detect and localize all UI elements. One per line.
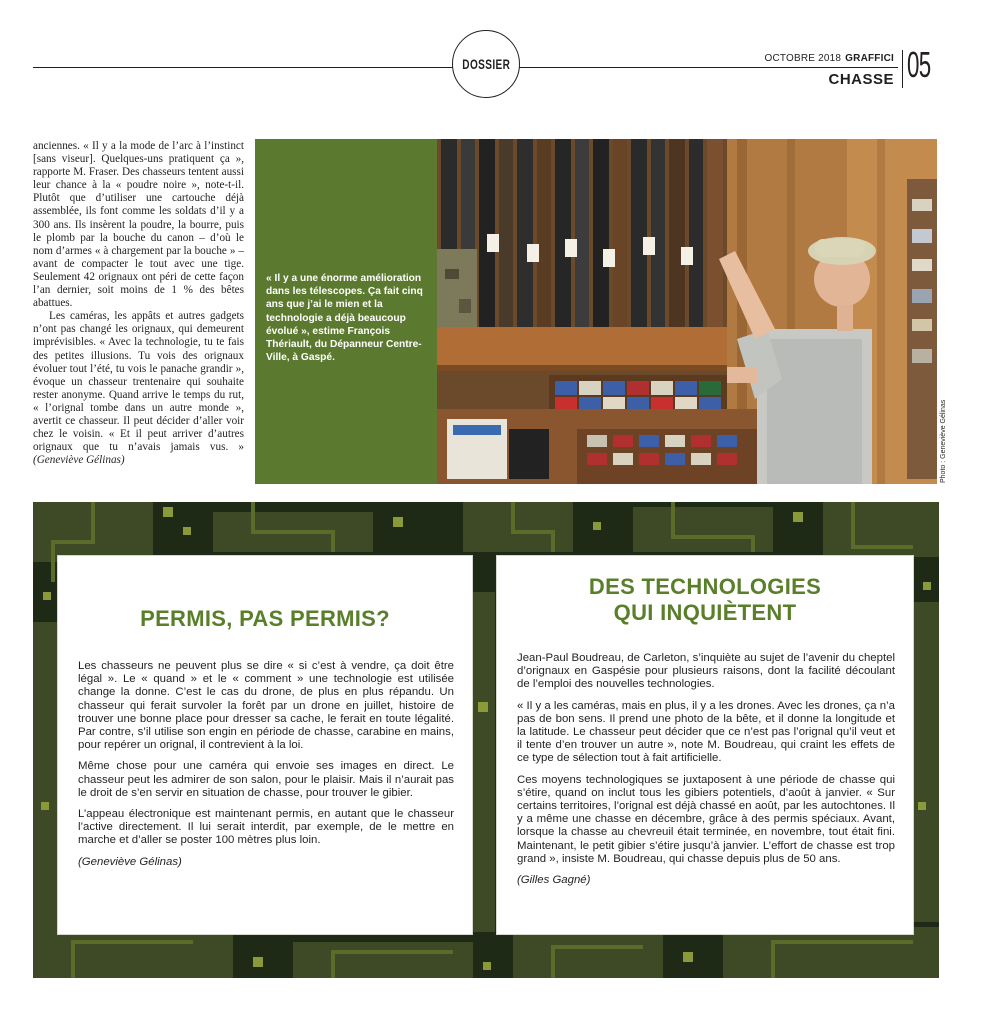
author-signature: (Geneviève Gélinas) [78, 855, 182, 868]
issue-date: OCTOBRE 2018 [764, 53, 842, 64]
sidebar-paragraph: Même chose pour une caméra qui envoie ses images en direct. Le chasseur peut les admirer de son salon, pour le plaisir. Mais il n’aurait pas le droit de s’en servir en situation de chasse, pour trouver le gibier. [78, 760, 454, 799]
sidebar-title-line: QUI INQUIÈTENT [613, 600, 797, 625]
sidebar-title [497, 574, 913, 626]
author-signature: (Geneviève Gélinas) [33, 454, 125, 467]
sidebar-paragraph: Ces moyens technologiques se juxtaposent à une période de chasse qui s’étire, quand on inclut tous les gibiers potentiels, d’août à janvier. « Sur certains territoires, l’orignal est déjà chassé en août, par les autochtones. Il y a même une chasse en décembre, grâce à des permis spéciaux. Avant, lorsque la chasse au chevreuil était terminée, en novembre, tout était fini. Maintenant, le petit gibier s’étire jusqu’à janvier. L’effort de chasse est trop grand », insiste M. Boudreau, qui chasse depuis plus de 50 ans. [517, 773, 895, 865]
header-divider [902, 50, 903, 88]
sidebar-paragraph: L’appeau électronique est maintenant permis, en autant que le chasseur l’active directement. Il lui serait interdit, par exemple, de le mettre en marche et d’aller se poster 100 mètres plus loin. [78, 808, 454, 847]
article-continuation [33, 140, 244, 467]
sidebar-permis [57, 555, 473, 935]
sidebar-body [78, 660, 454, 877]
sidebar-paragraph: Les chasseurs ne peuvent plus se dire « si c’est à vendre, ça doit être légal ». Le « quand » et le « comment » une technologie est utilisée change la donne. C’est le cas du drone, de plus en plus répandu. Un chasseur qui ferait survoler la forêt par un drone en juillet, histoire de trouver une bonne place pour dresser sa cache, le ferait en toute légalité. Par contre, s’il utilise son engin en période de chasse, carabine en mains, pour repérer un orignal, il contrevient à la loi. [78, 660, 454, 752]
article-paragraph: Les caméras, les appâts et autres gadgets n’ont pas changé les orignaux, qui demeurent imprévisibles. « Avec la technologie, tu te fais des petites illusions. Tu vois des orignaux évoluer tout l’été, tu vois le panache grandir », évoque un chasseur trentenaire qui souhaite rester anonyme. Quand arrive le temps du rut, « l’orignal tombe dans un autre monde », avertit ce chasseur. Il peut décider d’aller voir chez le voisin. « Et il peut arriver d’autres orignaux que tu n’avais jamais vus. » (Geneviève Gélinas) [33, 310, 244, 467]
section-label: CHASSE [828, 71, 894, 88]
sidebar-paragraph: Jean-Paul Boudreau, de Carleton, s’inquiète au sujet de l’avenir du cheptel d’orignaux en Gaspésie pour plusieurs raisons, dont la facilité découlant de l’emploi des nouvelles technologies. [517, 652, 895, 691]
photo-caption: « Il y a une énorme amélioration dans les télescopes. Ça fait cinq ans que j’ai le mien et la technologie a déjà beaucoup évolué », estime François Thériault, du Dépanneur Centre-Ville, à Gaspé. [266, 273, 423, 364]
issue-date-line [764, 53, 894, 64]
dossier-label: DOSSIER [462, 56, 510, 72]
sidebar-title-line: DES TECHNOLOGIES [588, 574, 822, 599]
article-paragraph: anciennes. « Il y a la mode de l’arc à l’instinct [sans viseur]. Quelques-uns pratiquent ça », rapporte M. Fraser. Des chasseurs tentent aussi leur chance à la « poudre noire », note-t-il. Plutôt que d’utiliser une cartouche déjà assemblée, ils font comme les soldats d’il y a 300 ans. Ils insèrent la poudre, la bourre, puis le plomb par la bouche du canon – d’où le nom d’armes « à chargement par la bouche » – avant de compacter le tout avec une tige. Seulement 42 orignaux ont péri de cette façon l’an dernier, soit moins de 1 % des bêtes abattues. [33, 140, 244, 310]
publication-name: GRAFFICI [845, 53, 894, 64]
photo-credit: Photo : Geneviève Gélinas [940, 399, 947, 483]
sidebar-body [517, 652, 895, 895]
dossier-badge [452, 30, 520, 98]
author-signature: (Gilles Gagné) [517, 874, 591, 887]
sidebar-title: PERMIS, PAS PERMIS? [140, 606, 390, 631]
sidebar-paragraph: « Il y a les caméras, mais en plus, il y a les drones. Avec les drones, ça n’a pas de bon sens. Il prend une photo de la bête, et il donne la longitude et la latitude. Le chasseur peut décider que ce n’est pas l’orignal qu’il veut et il tente d’en trouver un autre », note M. Boudreau, qui craint les effets de ce type de sélection tout à fait artificielle. [517, 699, 895, 765]
page-number: 05 [907, 44, 931, 85]
gun-shop-photo [437, 139, 937, 484]
sidebar-technologies [496, 555, 914, 935]
